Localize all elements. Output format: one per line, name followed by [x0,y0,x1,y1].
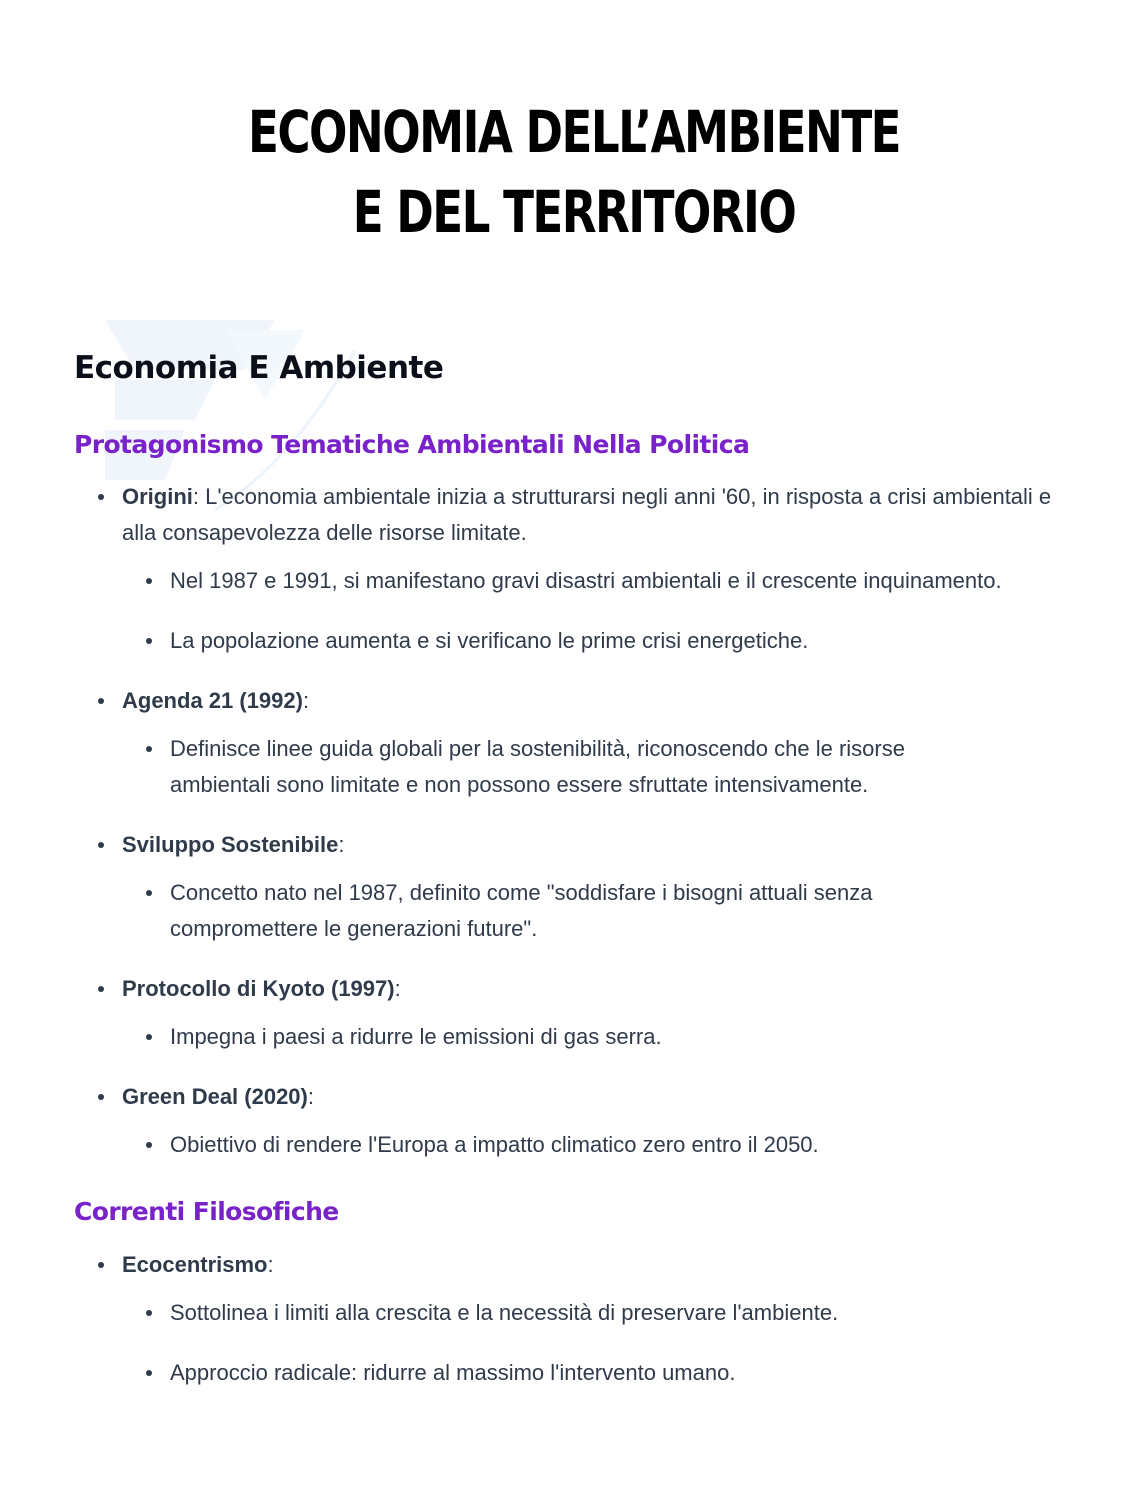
list-subitem: La popolazione aumenta e si verificano le prime crisi energetiche. [170,623,1100,659]
item-label: Sviluppo Sostenibile [122,832,339,857]
list-item-green-deal [122,1079,1082,1115]
item-label: Green Deal (2020) [122,1084,308,1109]
item-label: Agenda 21 (1992) [122,688,303,713]
subsection-heading-politica: Protagonismo Tematiche Ambientali Nella Politica [74,430,750,459]
item-text: : [302,688,310,713]
list-subitem: Impegna i paesi a ridurre le emissioni di gas serra. [170,1019,1100,1055]
document-title [126,92,1021,252]
list-item-agenda-21 [122,683,1082,719]
list-item-origini [122,479,1082,551]
list-subitem: Concetto nato nel 1987, definito come "soddisfare i bisogni attuali senza compromettere le generazioni future". [170,875,1000,947]
title-line-2: E DEL TERRITORIO [352,178,796,246]
item-label: Origini [122,484,193,509]
list-subitem: Sottolinea i limiti alla crescita e la necessità di preservare l'ambiente. [170,1295,1100,1331]
list-item-kyoto [122,971,1082,1007]
item-text: : [307,1084,314,1109]
list-subitem: Obiettivo di rendere l'Europa a impatto climatico zero entro il 2050. [170,1127,1100,1163]
list-subitem: Approccio radicale: ridurre al massimo l'intervento umano. [170,1355,1100,1391]
list-subitem: Nel 1987 e 1991, si manifestano gravi disastri ambientali e il crescente inquinamento. [170,563,1100,599]
item-label: Ecocentrismo [122,1252,268,1277]
list-item-sviluppo-sostenibile [122,827,1082,863]
title-line-1: ECONOMIA DELL’AMBIENTE [248,98,900,166]
section-title: Economia E Ambiente [74,350,444,386]
list-subitem: Definisce linee guida globali per la sostenibilità, riconoscendo che le risorse ambientali sono limitate e non possono essere sfruttate intensivamente. [170,731,1000,803]
item-text: : L'economia ambientale inizia a strutturarsi negli anni '60, in risposta a crisi ambientali e alla consapevolezza delle risorse limitate. [122,484,1052,545]
item-label: Protocollo di Kyoto (1997) [122,976,395,1001]
list-item-ecocentrismo [122,1247,1082,1283]
item-text: : [394,976,401,1001]
item-text: : [338,832,345,857]
subsection-heading-correnti: Correnti Filosofiche [74,1197,339,1226]
item-text: : [267,1252,274,1277]
